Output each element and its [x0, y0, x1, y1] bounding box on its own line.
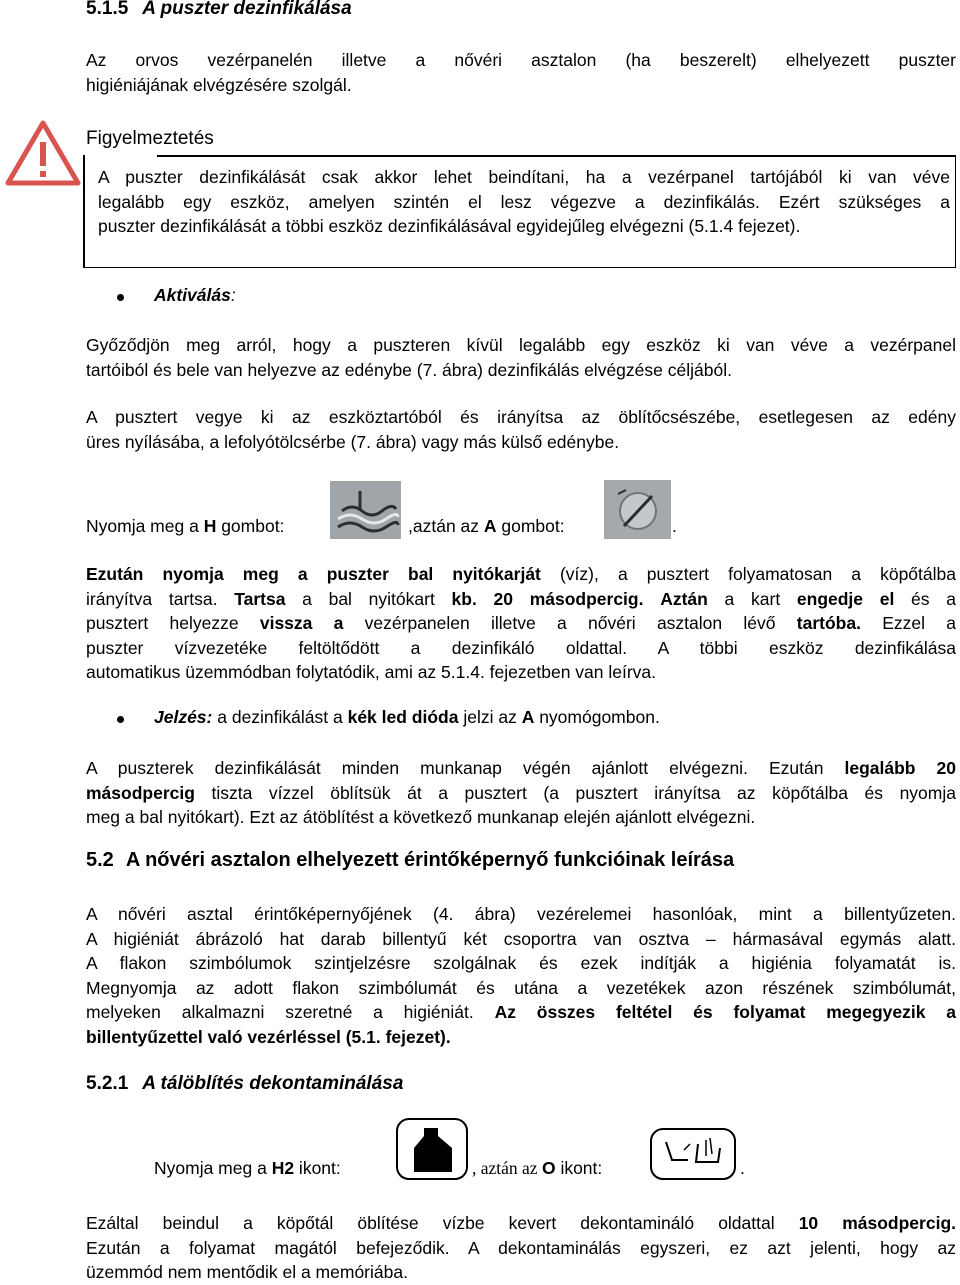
h2-key-label: H2	[271, 1158, 295, 1178]
warning-line-2: legalább egy eszköz, amelyen szintén el lesz végezve a dezinfikálás. Ezért szükséges a	[98, 191, 950, 212]
warning-line-1: A puszter dezinfikálását csak akkor lehet beindítani, ha a vezérpanel tartójából ki van véve	[98, 167, 950, 187]
section-number: 5.2.1	[86, 1073, 129, 1094]
p3-line-4: puszter vízvezetéke feltöltődött a dezinfikáló oldattal. A többi eszköz dezinfikálása	[86, 637, 956, 658]
p6-line-2: Ezután a folyamat magától befejeződik. A dekontaminálás egyszeri, ez azt jelenti, hogy az	[86, 1237, 956, 1258]
warning-line-3: puszter dezinfikálását a többi eszköz dezinfikálásával egyidejűleg elvégezni (5.1.4 fejezet).	[98, 216, 801, 236]
press-h-prefix: Nyomja meg a	[86, 516, 204, 536]
p4-line-1	[86, 756, 956, 781]
paragraph-4	[86, 756, 956, 830]
p3-line-1	[86, 562, 956, 587]
o-key-label: O	[541, 1158, 556, 1178]
press-o-suffix: ikont:	[555, 1158, 603, 1178]
press-h-suffix: gombot:	[216, 516, 285, 536]
activation-label	[154, 285, 236, 306]
paragraph-6	[86, 1211, 956, 1285]
press-h2-text	[154, 1158, 341, 1179]
p3-bold-6: kb. 20 másodpercig.	[451, 588, 644, 609]
paragraph-2	[86, 405, 956, 454]
p5-line-2: A higiéniát ábrázoló hat darab billentyű két csoportra van osztva – hármasával egymás alatt.	[86, 928, 956, 949]
p6-text-1a: Ezáltal beindul a köpőtál öblítése vízbe kevert dekontamináló oldattal	[86, 1213, 799, 1233]
intro-line-1: Az orvos vezérpanelén illetve a nővéri asztalon (ha beszerelt) elhelyezett puszter	[86, 50, 956, 70]
p4-bold-1b: legalább 20	[844, 758, 956, 778]
p3-line-2	[86, 587, 956, 612]
activation-colon: :	[230, 285, 236, 305]
bullet-dot	[117, 294, 124, 301]
paragraph-5	[86, 902, 956, 1049]
p5-line-6	[86, 1025, 956, 1050]
section-title: A nővéri asztalon elhelyezett érintőképernyő funkcióinak leírása	[125, 849, 735, 871]
press-row-end: .	[672, 516, 677, 536]
signal-label: Jelzés:	[154, 707, 213, 727]
section-number: 5.1.5	[86, 0, 129, 19]
h-key-label: H	[203, 516, 217, 536]
press-h-text	[86, 516, 284, 537]
p3-line-5: automatikus üzemmódban folytatódik, ami az 5.1.4. fejezetben van leírva.	[86, 662, 657, 682]
p5-line-1: A nővéri asztal érintőképernyőjének (4. ábra) vezérelemei hasonlóak, mint a billentyűzeten.	[86, 904, 956, 924]
warning-title: Figyelmeztetés	[86, 128, 214, 149]
p3-text-2: (víz), a pusztert folyamatosan a köpőtálba	[540, 564, 956, 584]
p5-line-5	[86, 1000, 956, 1025]
p5-text-5a: melyeken alkalmazni szeretné a higiéniát.	[86, 1002, 495, 1022]
section-heading-52	[86, 849, 734, 872]
p3-text-5: a bal nyitókart	[285, 588, 452, 609]
press-a-prefix: ,aztán az	[408, 516, 484, 536]
p6-bold-1b: 10 másodpercig.	[798, 1213, 956, 1233]
signal-text-3: jelzi az	[458, 707, 522, 727]
press-a-suffix: gombot:	[496, 516, 565, 536]
intro-paragraph	[86, 48, 956, 97]
p6-line-3: üzemmód nem mentődik el a memóriába.	[86, 1262, 408, 1282]
bullet-dot	[117, 716, 124, 723]
p5-bold-5b: Az összes feltétel és folyamat megegyezik a	[494, 1002, 956, 1022]
press-row2-end: .	[740, 1158, 745, 1178]
press-h2-suffix: ikont:	[294, 1158, 341, 1178]
activation-label-text: Aktiválás	[154, 285, 231, 305]
intro-line-2: higiéniájának elvégzésére szolgál.	[86, 74, 352, 95]
p3-bold-4: Tartsa	[234, 588, 286, 609]
a-button-icon[interactable]	[604, 480, 671, 539]
press-h2-prefix: Nyomja meg a	[154, 1158, 272, 1178]
p3-space	[643, 589, 660, 609]
p3-text-9: a kart	[707, 588, 797, 609]
p3-text-11: és a	[894, 588, 956, 609]
section-number: 5.2	[86, 849, 114, 871]
p3-bold-15: tartóba.	[796, 613, 861, 633]
p4-text-1a: A puszterek dezinfikálását minden munkanap végén ajánlott elvégezni. Ezután	[86, 758, 845, 778]
h-button-icon[interactable]	[330, 481, 401, 539]
signal-text-1: a dezinfikálást a	[212, 707, 348, 727]
p3-text-3: irányítva tartsa.	[86, 588, 235, 609]
p1-line-2: tartóiból és bele van helyezve az edénybe (7. ábra) dezinfikálás elvégzése céljából.	[86, 359, 732, 380]
signal-line	[154, 707, 660, 728]
paragraph-1	[86, 333, 956, 382]
a-key-label: A	[483, 516, 497, 536]
section-title: A puszter dezinfikálása	[142, 0, 352, 19]
p3-bold-13: vissza a	[259, 613, 344, 633]
warning-text	[98, 165, 950, 239]
p3-text-16: Ezzel a	[860, 613, 957, 633]
press-o-prefix: , aztán az	[472, 1158, 542, 1178]
signal-bold-4: A	[521, 707, 535, 727]
p6-line-1	[86, 1211, 956, 1236]
warning-triangle-icon	[5, 120, 81, 186]
p3-bold-10: engedje el	[796, 588, 895, 609]
press-a-text	[408, 516, 565, 537]
section-title: A tálöblítés dekontaminálása	[142, 1073, 404, 1094]
p5-bold-6: billentyűzettel való vezérléssel (5.1. fejezet).	[86, 1026, 451, 1047]
p5-line-4: Megnyomja az adott flakon szimbólumát és utána a vezetékek azon részének szimbólumát,	[86, 977, 956, 998]
section-heading-521	[86, 1073, 403, 1095]
p4-bold-2a: másodpercig	[86, 782, 195, 803]
paragraph-3	[86, 562, 956, 685]
p3-text-14: vezérpanelen illetve a nővéri asztalon lévő	[343, 613, 797, 633]
p4-text-2b: tiszta vízzel öblítsük át a pusztert (a pusztert irányítsa az köpőtálba és nyomja	[194, 782, 956, 803]
p1-line-1: Győződjön meg arról, hogy a puszteren kívül legalább egy eszköz ki van véve a vezérpanel	[86, 335, 956, 355]
p3-line-3	[86, 611, 956, 636]
p3-bold-8: Aztán	[660, 588, 708, 609]
bottle-icon[interactable]	[396, 1118, 468, 1180]
p5-line-3: A flakon szimbólumok szintjelzésre szolgálnak és ezek indítják a higiénia folyamatát is.	[86, 953, 956, 973]
p2-line-2: üres nyílásába, a lefolyótölcsérbe (7. ábra) vagy más külső edénybe.	[86, 431, 620, 452]
p4-line-2	[86, 781, 956, 806]
section-heading-515	[86, 0, 352, 20]
p3-bold-1: Ezután nyomja meg a puszter bal nyitókarját	[86, 564, 541, 584]
p4-line-3: meg a bal nyitókart). Ezt az átöblítést a következő munkanap elején ajánlott elvégezni.	[86, 807, 756, 827]
signal-text-5: nyomógombon.	[534, 707, 660, 727]
bowl-rinse-icon[interactable]	[650, 1128, 736, 1180]
press-o-text	[472, 1158, 602, 1179]
signal-bold-2: kék led dióda	[347, 707, 459, 727]
p2-line-1: A pusztert vegye ki az eszköztartóból és irányítsa az öblítőcsészébe, esetlegesen az edény	[86, 407, 956, 427]
p3-text-12: pusztert helyezze	[86, 613, 260, 633]
